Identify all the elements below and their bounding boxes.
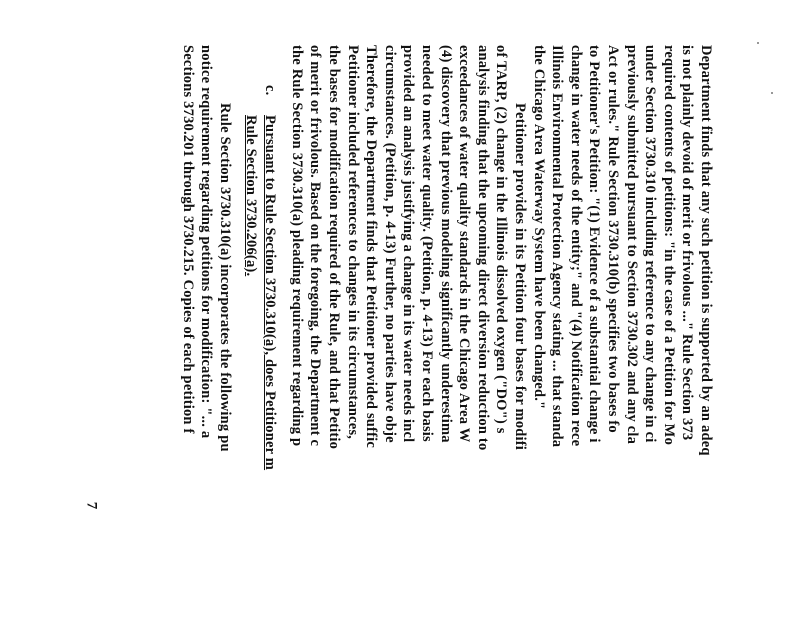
rotated-text-block	[125, 45, 715, 605]
section-marker: c.	[262, 85, 278, 96]
text-line: analysis finding that the upcoming direct diversion reduction to	[474, 45, 491, 451]
scan-speck	[771, 92, 773, 94]
text-line: Therefore, the Department finds that Petitioner provided suffic	[363, 45, 380, 448]
text-line: Petitioner provides in its Petition four bases for modifi	[512, 103, 528, 451]
text-line: the bases for modification required of the Rule, and that Petitio	[326, 45, 342, 450]
text-line: circumstances. (Petition, p. 4-13) Further, no parties have obje	[381, 45, 398, 443]
text-line: change in water needs of the entity;" and "(4) Notification rece	[567, 45, 584, 447]
text-line: notice requirement regarding petitions for modification: "... a	[198, 45, 215, 439]
text-line: the Rule Section 3730.310(a) pleading requirement regarding p	[288, 45, 305, 447]
text-line: needed to meet water quality. (Petition, p. 4-13) For each basis	[419, 45, 435, 442]
text-line: previously submitted pursuant to Section 3730.302 and any cla	[623, 45, 640, 445]
text-line: Rule Section 3730.310(a) incorporates the following pu	[217, 103, 233, 452]
text-line: of TARP, (2) change in the Illinois dissolved oxygen ("DO") s	[493, 45, 510, 434]
text-line: provided an analysis justifying a change in its water needs incl	[400, 45, 417, 443]
section-heading-line: Pursuant to Rule Section 3730.310(a), does Petitioner m	[262, 115, 278, 471]
page-number: 7	[83, 501, 100, 510]
text-line: under Section 3730.310 including reference to any change in ci	[642, 45, 659, 443]
text-line: Act or rules." Rule Section 3730.310(b) specifies two bases fo	[605, 45, 621, 433]
text-line: required contents of petitions: "in the case of a Petition for Mo	[660, 45, 677, 446]
text-line: Department finds that any such petition is supported by an adeq	[698, 45, 714, 456]
text-line: (4) discovery that previous modeling significantly underestima	[437, 45, 454, 443]
text-line: the Chicago Area Waterway System have been changed."	[530, 45, 547, 410]
section-heading-line: Rule Section 3730.206(a).	[243, 115, 260, 277]
text-line: of merit or frivolous. Based on the foregoing, the Department c	[307, 45, 324, 447]
text-line: Illinois Environmental Protection Agency stating ... that standa	[549, 45, 566, 448]
text-block-inner	[125, 45, 715, 605]
text-line: to Petitioner's Petition: "(1) Evidence of a substantial change i	[586, 45, 603, 443]
text-line: Sections 3730.201 through 3730.215. Copies of each petition f	[179, 45, 196, 434]
text-line: exceedances of water quality standards in the Chicago Area W	[456, 45, 473, 443]
text-line: is not plainly devoid of merit or frivolous ..." Rule Section 373	[679, 45, 696, 441]
text-line: Petitioner included references to changes in its circumstances,	[344, 45, 361, 440]
scan-speck	[757, 42, 759, 44]
